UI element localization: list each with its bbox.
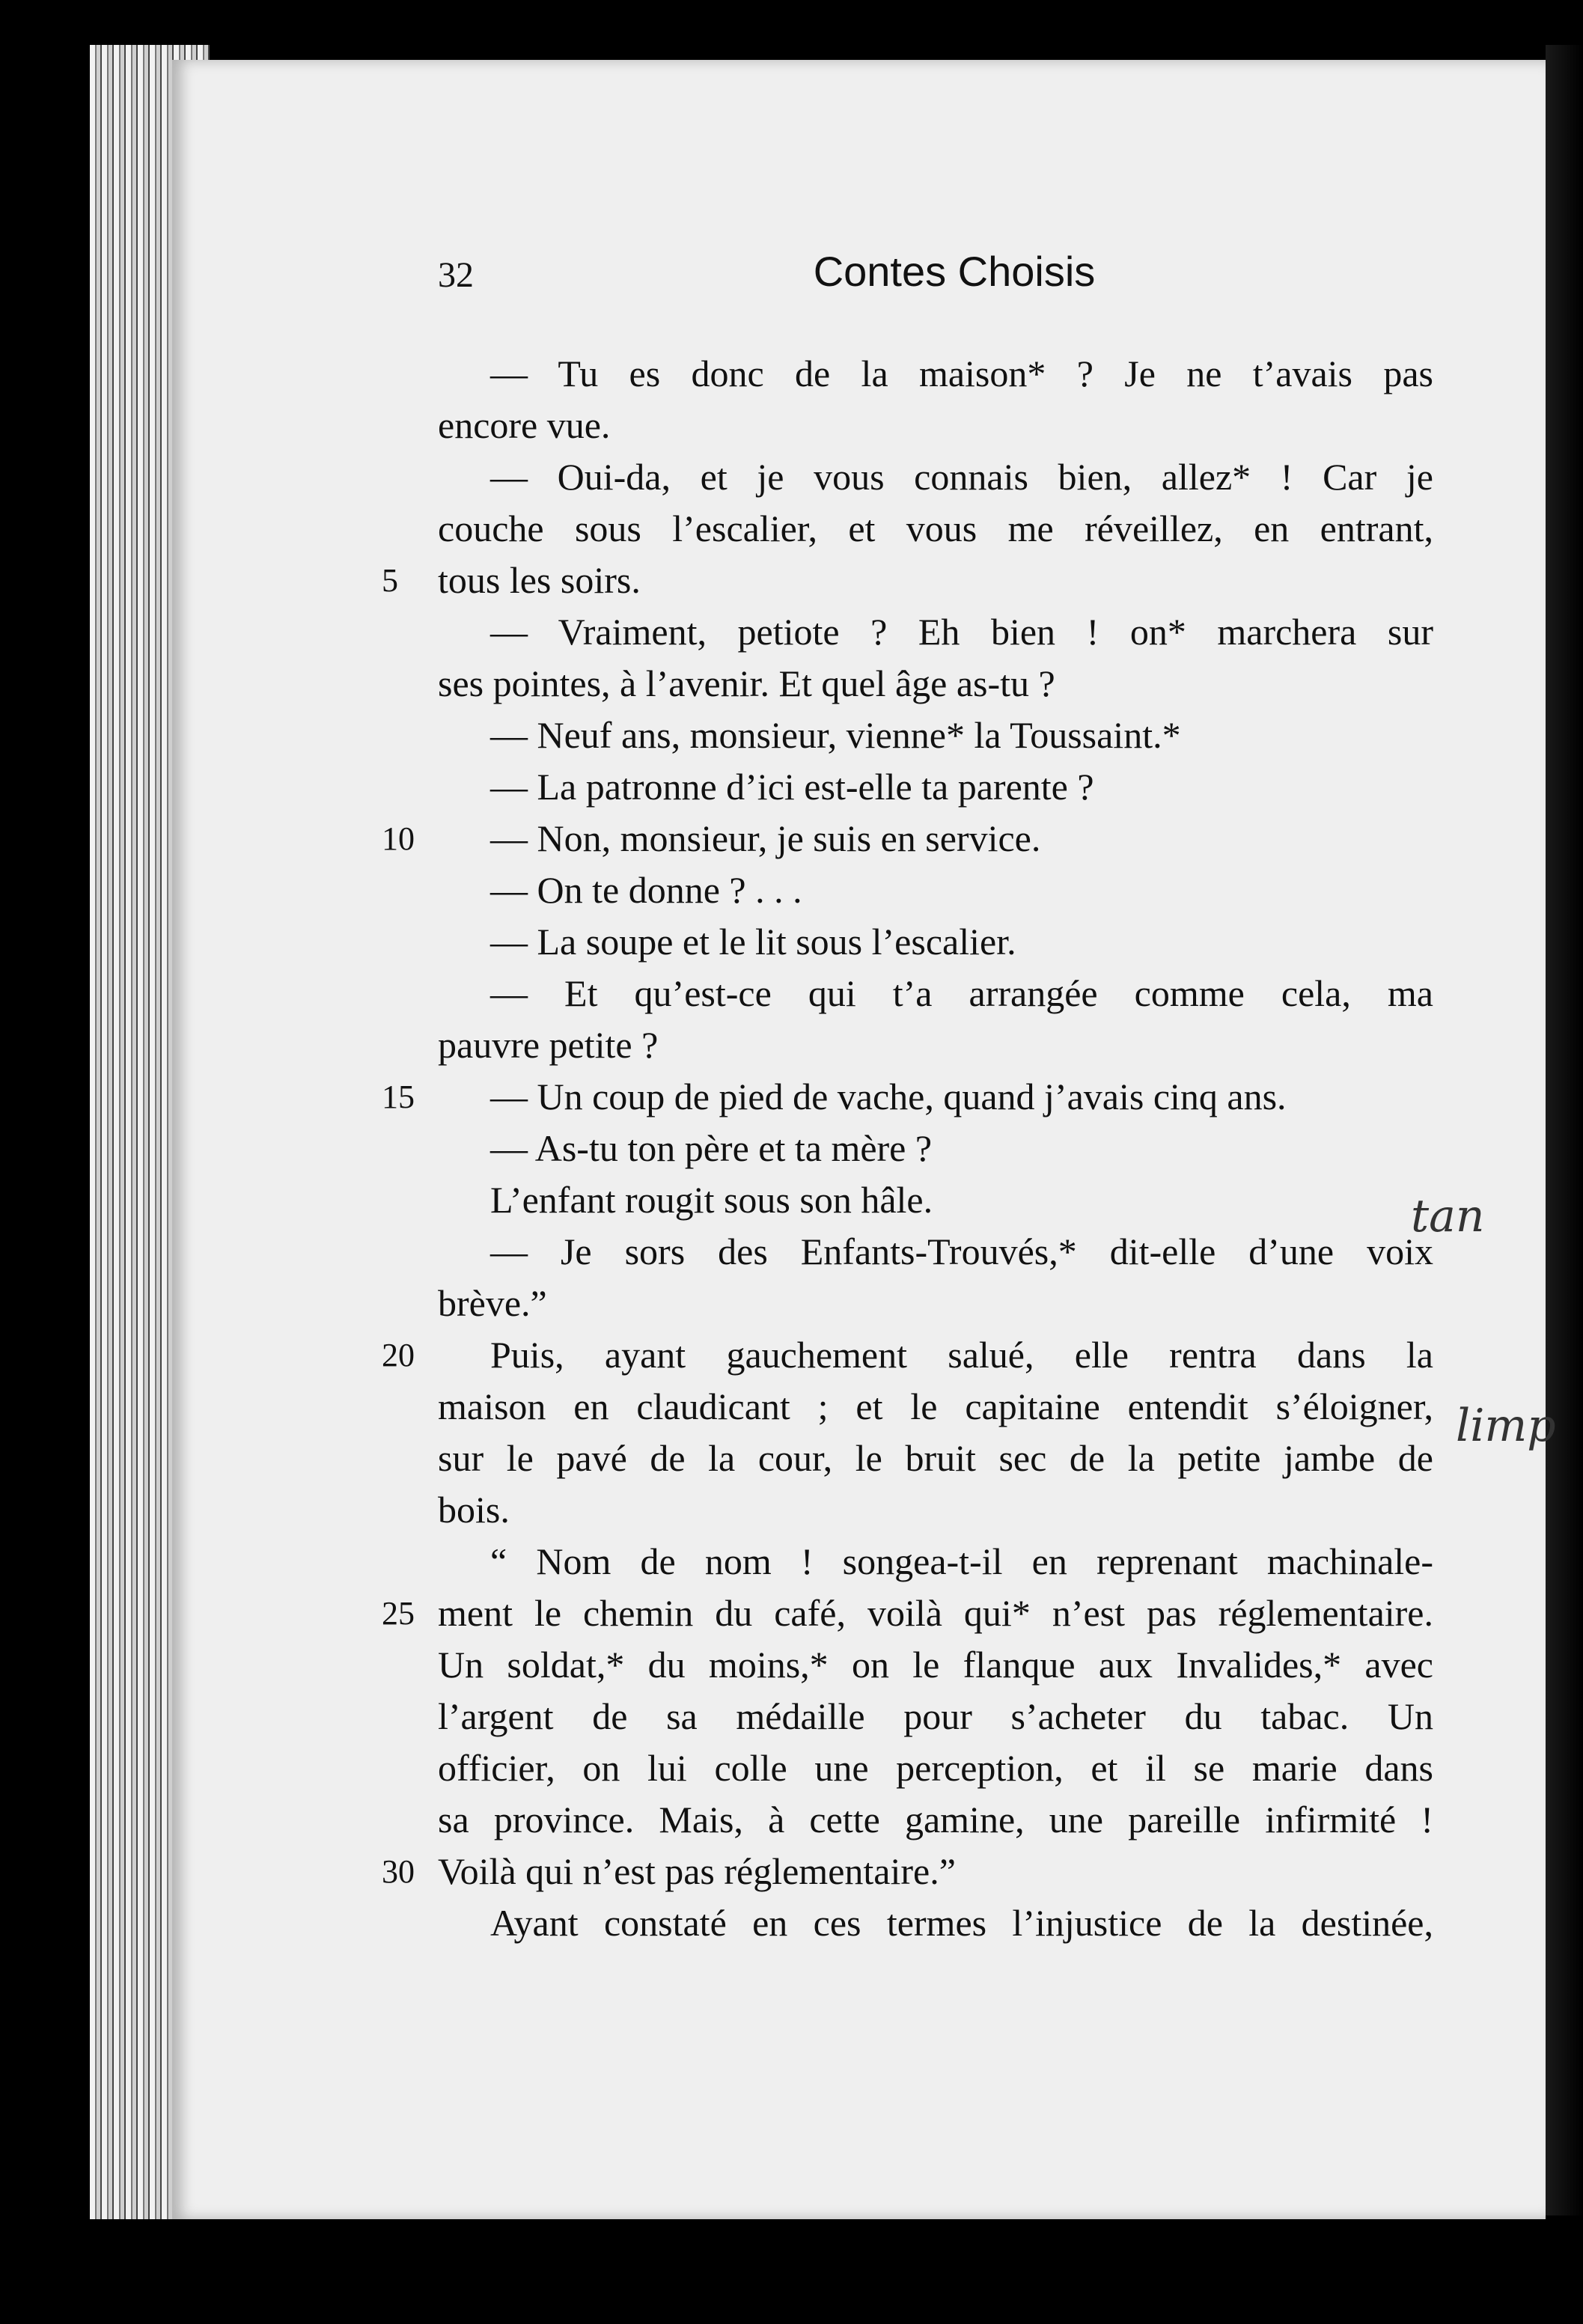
line-text: pauvre petite ? [438,1024,659,1066]
text-line [438,1381,1433,1433]
line-text: — Et qu’est-ce qui t’a arrangée comme cela, ma [490,972,1433,1014]
handwritten-note-tan: tan [1411,1190,1485,1242]
text-line [438,1897,1433,1949]
line-text: bois. [438,1489,510,1531]
line-text: — Je sors des Enfants-Trouvés,* dit-elle d’une voix [490,1230,1433,1272]
text-line [438,1639,1433,1691]
text-line [438,1226,1433,1278]
line-text: brève.” [438,1282,547,1324]
page-header [438,247,1471,307]
page-shadow [1546,45,1583,2215]
line-text: — Non, monsieur, je suis en service. [490,817,1041,859]
text-line [438,968,1433,1019]
text-line [438,400,1433,451]
text-line [438,503,1433,555]
line-text: — On te donne ? . . . [490,869,802,911]
text-line [438,1433,1433,1484]
page-number: 32 [438,255,474,295]
text-line [438,1484,1433,1536]
text-line [438,916,1433,968]
text-line [382,1329,1433,1381]
text-line [438,348,1433,400]
line-text: sa province. Mais, à cette gamine, une pareille infirmité ! [438,1799,1433,1840]
line-text: tous les soirs. [438,559,641,601]
line-text: — Oui-da, et je vous connais bien, allez* ! Car je [490,456,1433,498]
line-text: maison en claudicant ; et le capitaine entendit s’éloigner, [438,1385,1433,1427]
text-line [438,1536,1433,1588]
text-line [438,1123,1433,1174]
line-text: — Un coup de pied de vache, quand j’avais cinq ans. [490,1076,1287,1117]
text-line [438,606,1433,658]
text-line [438,761,1433,813]
line-text: — As-tu ton père et ta mère ? [490,1127,933,1169]
line-text: officier, on lui colle une perception, et il se marie dans [438,1747,1433,1789]
text-line [382,813,1433,864]
line-number: 20 [382,1337,415,1373]
line-text: Voilà qui n’est pas réglementaire.” [438,1850,956,1892]
text-line [438,1019,1433,1071]
line-number: 30 [382,1853,415,1890]
line-text: Un soldat,* du moins,* on le flanque aux Invalides,* avec [438,1644,1433,1686]
line-number: 25 [382,1595,415,1632]
text-line [438,1174,1433,1226]
line-text: L’enfant rougit sous son hâle. [490,1179,933,1221]
text-line [382,1071,1433,1123]
line-text: — Neuf ans, monsieur, vienne* la Toussaint.* [490,714,1181,756]
text-line [382,1846,1433,1897]
text-line [438,1691,1433,1742]
line-text: couche sous l’escalier, et vous me réveillez, en entrant, [438,507,1433,549]
line-text: ment le chemin du café, voilà qui* n’est pas réglementaire. [438,1592,1433,1634]
text-line [382,555,1433,606]
line-text: Puis, ayant gauchement salué, elle rentra dans la [490,1334,1433,1376]
line-text: “ Nom de nom ! songea-t-il en reprenant machinale- [490,1540,1433,1582]
line-number: 10 [382,820,415,857]
line-number: 5 [382,562,398,599]
text-line [438,1794,1433,1846]
line-text: l’argent de sa médaille pour s’acheter du tabac. Un [438,1695,1433,1737]
line-text: — Vraiment, petiote ? Eh bien ! on* marchera sur [490,611,1433,653]
body-text [382,348,1433,1949]
line-text: — La patronne d’ici est-elle ta parente ? [490,766,1094,808]
line-text: sur le pavé de la cour, le bruit sec de la petite jambe de [438,1437,1433,1479]
handwritten-note-limp: limp [1456,1400,1556,1452]
text-line [438,1742,1433,1794]
line-number: 15 [382,1079,415,1115]
text-line [438,658,1433,710]
line-text: ses pointes, à l’avenir. Et quel âge as-tu ? [438,662,1055,704]
text-line [438,451,1433,503]
text-line [438,710,1433,761]
line-text: — Tu es donc de la maison* ? Je ne t’avais pas [490,353,1433,394]
line-text: encore vue. [438,404,611,446]
text-line [438,1278,1433,1329]
running-title: Contes Choisis [813,248,1096,295]
line-text: Ayant constaté en ces termes l’injustice de la destinée, [490,1902,1433,1944]
line-text: — La soupe et le lit sous l’escalier. [490,921,1016,963]
text-line [438,864,1433,916]
text-line [382,1588,1433,1639]
